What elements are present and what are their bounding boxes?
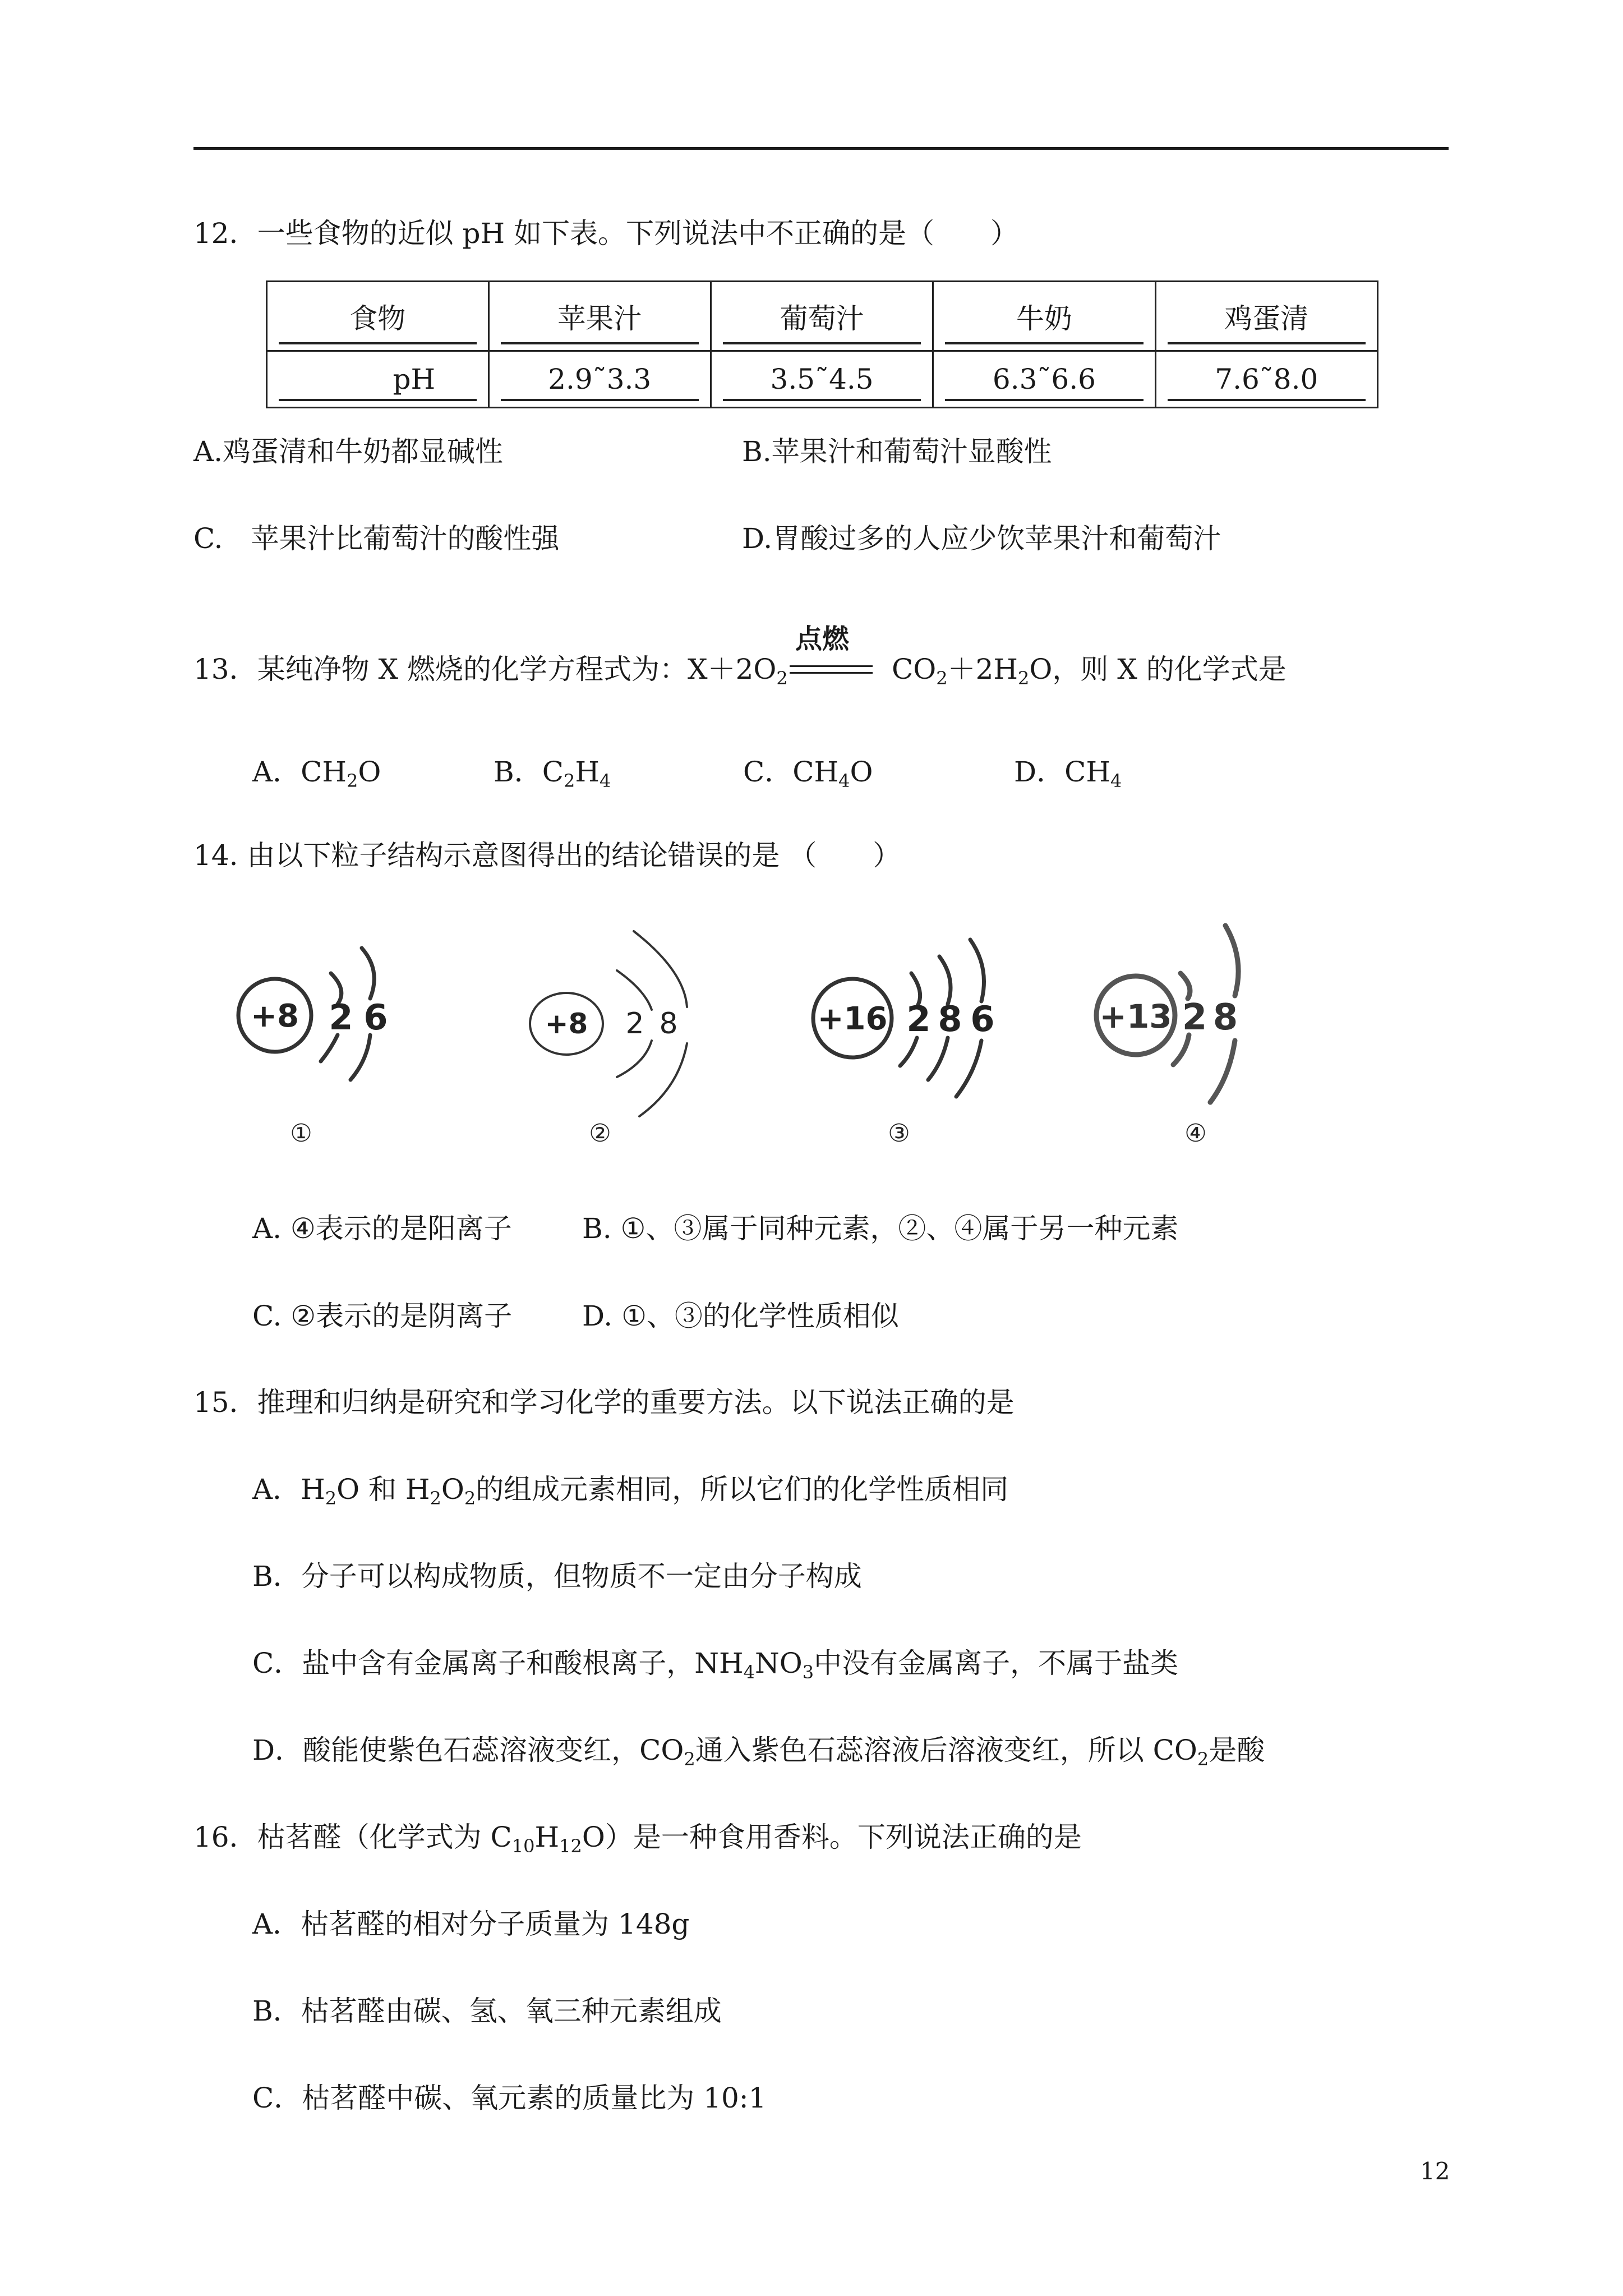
reaction-condition: 点燃 — [795, 623, 850, 655]
shell-arc — [617, 970, 652, 1010]
shell-arc — [1210, 1041, 1235, 1102]
shell-arc — [634, 931, 687, 1007]
q16-stem: 16．枯茗醛（化学式为 $C_{10}H_{12}O$）是一种食用香料。下列说法正确的是 — [193, 1821, 1082, 1857]
q15-option-d: D．酸能使紫色石蕊溶液变红，$CO_2$通入紫色石蕊溶液后溶液变红，所以 $CO_2$是酸 — [252, 1734, 1265, 1770]
shell-arc — [928, 1038, 948, 1080]
particle-structure-diagrams — [213, 909, 1335, 1156]
equals-line-bottom — [790, 672, 873, 674]
shell-arc — [939, 956, 951, 1004]
q14-option-b: B. ①、③属于同种元素，②、④属于另一种元素 — [582, 1212, 1179, 1245]
shell-arc — [639, 1043, 687, 1116]
table-cell: pH — [393, 363, 436, 396]
shell-arc — [617, 1041, 652, 1077]
q13-option-c: C．$CH_4O$ — [743, 756, 873, 792]
diagram-label: ② — [589, 1119, 611, 1148]
q13-option-a: A．$CH_2O$ — [252, 756, 381, 792]
q15-stem: 15．推理和归纳是研究和学习化学的重要方法。以下说法正确的是 — [193, 1386, 1015, 1419]
q13-products: $CO_2+2H_2O$，则 X 的化学式是 — [892, 653, 1287, 689]
shell-electrons: 2 — [625, 1007, 644, 1041]
nucleus-label: +8 — [251, 998, 299, 1034]
diagram-label: ④ — [1184, 1119, 1207, 1148]
q13-stem: 13．某纯净物 X 燃烧的化学方程式为：$X+2O_2$ — [193, 653, 788, 689]
table-cell: 食物 — [349, 302, 406, 335]
table-cell: 7.6˜8.0 — [1215, 363, 1318, 396]
q12-option-c: C. 苹果汁比葡萄汁的酸性强 — [193, 522, 560, 555]
shell-electrons: 2 — [1182, 997, 1207, 1038]
q12-option-b: B.苹果汁和葡萄汁显酸性 — [742, 435, 1052, 468]
ph-table — [266, 280, 1378, 408]
header-rule — [193, 147, 1449, 150]
q12-stem: 12．一些食物的近似 pH 如下表。下列说法中不正确的是（ ） — [193, 217, 1019, 250]
shell-electrons: 2 — [906, 999, 931, 1039]
shell-arc — [1225, 926, 1238, 996]
q12-option-d: D.胃酸过多的人应少饮苹果汁和葡萄汁 — [742, 522, 1221, 555]
q14-option-d: D. ①、③的化学性质相似 — [582, 1300, 899, 1332]
q14-stem: 14. 由以下粒子结构示意图得出的结论错误的是 （ ） — [193, 839, 901, 872]
q16-option-c: C．枯茗醛中碳、氧元素的质量比为 10:1 — [252, 2082, 767, 2114]
shell-arc — [321, 1035, 338, 1061]
shell-arc — [351, 1035, 370, 1080]
shell-arc — [956, 1041, 981, 1097]
equals-line-top — [790, 665, 873, 667]
q16-option-a: A．枯茗醛的相对分子质量为 148g — [252, 1908, 690, 1940]
table-cell: 6.3˜6.6 — [992, 363, 1096, 396]
nucleus-label: +16 — [817, 1001, 888, 1037]
shell-arc — [1173, 1035, 1189, 1065]
diagram-label: ① — [290, 1119, 312, 1148]
shell-electrons: 6 — [970, 999, 995, 1039]
shell-electrons: 6 — [363, 997, 388, 1038]
table-cell: 鸡蛋清 — [1224, 302, 1309, 335]
shell-arc — [362, 948, 374, 999]
table-cell: 苹果汁 — [557, 302, 642, 335]
shell-electrons: 8 — [1212, 997, 1238, 1038]
q13-option-b: B．$C_2H_4$ — [494, 756, 611, 792]
nucleus-label: +13 — [1099, 997, 1172, 1036]
table-cell: 牛奶 — [1016, 302, 1072, 335]
page-number: 12 — [1420, 2157, 1450, 2185]
table-cell: 葡萄汁 — [780, 302, 864, 335]
shell-electrons: 8 — [938, 999, 962, 1039]
shell-arc — [1181, 973, 1190, 999]
shell-electrons: 8 — [659, 1007, 678, 1041]
q16-option-b: B．枯茗醛由碳、氢、氧三种元素组成 — [252, 1995, 722, 2027]
q14-option-a: A. ④表示的是阳离子 — [252, 1212, 512, 1245]
table-cell: 2.9˜3.3 — [548, 363, 652, 396]
shell-electrons: 2 — [329, 997, 353, 1038]
table-cell: 3.5˜4.5 — [770, 363, 874, 396]
q13-option-d: D．$CH_4$ — [1014, 756, 1122, 792]
nucleus-label: +8 — [545, 1007, 588, 1040]
shell-arc — [900, 1038, 917, 1066]
q12-option-a: A.鸡蛋清和牛奶都显碱性 — [193, 435, 504, 468]
table-row — [267, 282, 1378, 351]
shell-arc — [970, 940, 984, 1001]
q15-option-c: C．盐中含有金属离子和酸根离子，$NH_4NO_3$中没有金属离子，不属于盐类 — [252, 1647, 1179, 1683]
q15-option-a: A．$H_2O$ 和 $H_2O_2$的组成元素相同，所以它们的化学性质相同 — [252, 1473, 1009, 1509]
table-row — [267, 351, 1378, 408]
q15-option-b: B．分子可以构成物质，但物质不一定由分子构成 — [252, 1560, 862, 1593]
q14-option-c: C. ②表示的是阴离子 — [252, 1300, 513, 1332]
diagram-label: ③ — [888, 1119, 910, 1148]
